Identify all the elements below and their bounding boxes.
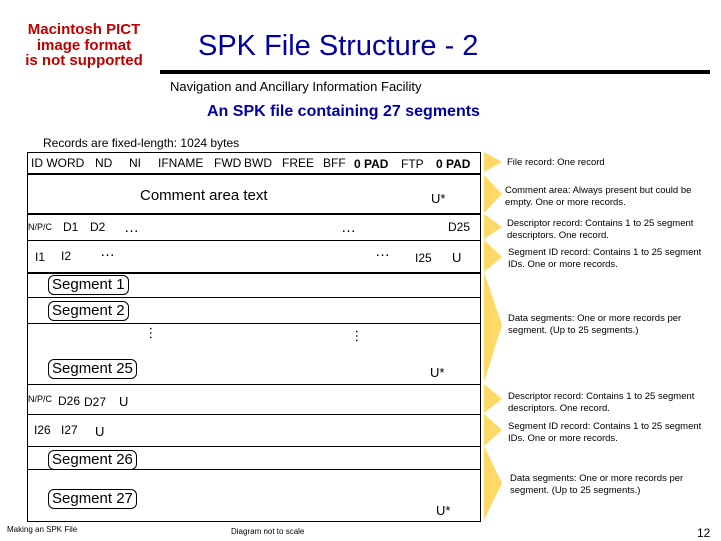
footer-left: Making an SPK File xyxy=(7,525,78,534)
u-tag: U xyxy=(95,424,105,439)
segment-id-i26: I26 xyxy=(34,423,51,437)
segment-2-label: Segment 2 xyxy=(48,301,129,321)
ellipsis: … xyxy=(341,219,356,236)
segment-id-record-2 xyxy=(27,414,481,448)
vertical-ellipsis: … xyxy=(353,329,369,345)
field-id-word: ID WORD xyxy=(31,156,85,170)
pict-notice xyxy=(10,22,158,70)
segment-id-record-1 xyxy=(27,240,481,274)
field-0pad-1: 0 PAD xyxy=(354,157,389,171)
field-bwd: BWD xyxy=(244,156,272,170)
descriptor-d1: D1 xyxy=(63,220,79,234)
field-nd: ND xyxy=(95,156,113,170)
bracket-data-1 xyxy=(484,272,502,382)
bracket-descriptor-1 xyxy=(484,214,502,239)
divider xyxy=(28,273,480,274)
divider xyxy=(28,323,480,324)
descriptor-d25: D25 xyxy=(448,220,471,234)
comment-area xyxy=(27,174,481,214)
subtitle: Navigation and Ancillary Information Facility xyxy=(170,79,422,94)
bracket-file-record xyxy=(484,152,502,172)
pict-line-2: image format xyxy=(36,36,132,54)
data-segments-2 xyxy=(27,446,481,522)
segment-1-label: Segment 1 xyxy=(48,275,129,295)
note-comment-area: Comment area: Always present but could be empty. One or more records. xyxy=(505,185,692,208)
segment-27-label: Segment 27 xyxy=(48,489,137,509)
comment-text: Comment area text xyxy=(140,187,268,204)
footer-center: Diagram not to scale xyxy=(231,527,305,536)
npc-label: N/P/C xyxy=(28,394,53,404)
diagram-heading: An SPK file containing 27 segments xyxy=(207,103,480,120)
field-free: FREE xyxy=(282,156,315,170)
ellipsis: … xyxy=(124,219,139,236)
bracket-id-2 xyxy=(484,414,502,446)
bracket-descriptor-2 xyxy=(484,384,502,413)
segment-id-i25: I25 xyxy=(415,251,432,265)
divider xyxy=(28,297,480,298)
data-segments-1 xyxy=(27,272,481,385)
note-descriptor-2: Descriptor record: Contains 1 to 25 segment descriptors. One record. xyxy=(508,391,695,414)
segment-27-tag: U* xyxy=(436,503,451,518)
comment-tag: U* xyxy=(431,191,446,206)
page-number: 12 xyxy=(697,526,711,540)
u-tag: U xyxy=(452,250,462,265)
vertical-ellipsis: … xyxy=(147,326,163,342)
segment-25-tag: U* xyxy=(430,365,445,380)
note-segment-id-1: Segment ID record: Contains 1 to 25 segment IDs. One or more records. xyxy=(508,247,702,270)
ellipsis: … xyxy=(100,243,115,260)
descriptor-d27: D27 xyxy=(84,395,107,409)
file-record xyxy=(27,152,481,174)
records-note: Records are fixed-length: 1024 bytes xyxy=(43,136,240,150)
segment-25-label: Segment 25 xyxy=(48,359,137,379)
bracket-id-1 xyxy=(484,240,502,272)
bracket-comment xyxy=(484,175,502,213)
descriptor-record-1 xyxy=(27,214,481,241)
field-0pad-2: 0 PAD xyxy=(436,157,471,171)
field-bff: BFF xyxy=(323,156,346,170)
note-descriptor-1: Descriptor record: Contains 1 to 25 segment descriptors. One record. xyxy=(507,218,694,241)
segment-id-i2: I2 xyxy=(61,249,72,263)
u-tag: U xyxy=(119,394,129,409)
bracket-data-2 xyxy=(484,446,502,520)
segment-26-label: Segment 26 xyxy=(48,450,137,470)
descriptor-d2: D2 xyxy=(90,220,106,234)
field-ni: NI xyxy=(129,156,141,170)
field-ftp: FTP xyxy=(401,157,424,171)
segment-id-i27: I27 xyxy=(61,423,78,437)
pict-line-1: Macintosh PICT xyxy=(27,21,141,38)
descriptor-d26: D26 xyxy=(58,394,81,408)
page-title: SPK File Structure - 2 xyxy=(198,30,479,62)
field-ifname: IFNAME xyxy=(158,156,204,170)
note-data-segments-1: Data segments: One or more records per segment. (Up to 25 segments.) xyxy=(508,313,682,336)
note-segment-id-2: Segment ID record: Contains 1 to 25 segment IDs. One or more records. xyxy=(508,421,702,444)
pict-line-3: is not supported xyxy=(25,52,143,69)
npc-label: N/P/C xyxy=(28,222,53,232)
note-data-segments-2: Data segments: One or more records per segment. (Up to 25 segments.) xyxy=(510,473,684,496)
note-file-record: File record: One record xyxy=(507,157,605,168)
descriptor-record-2 xyxy=(27,384,481,415)
title-rule xyxy=(160,70,710,74)
field-fwd: FWD xyxy=(214,156,242,170)
ellipsis: … xyxy=(375,243,390,260)
segment-id-i1: I1 xyxy=(35,250,46,264)
